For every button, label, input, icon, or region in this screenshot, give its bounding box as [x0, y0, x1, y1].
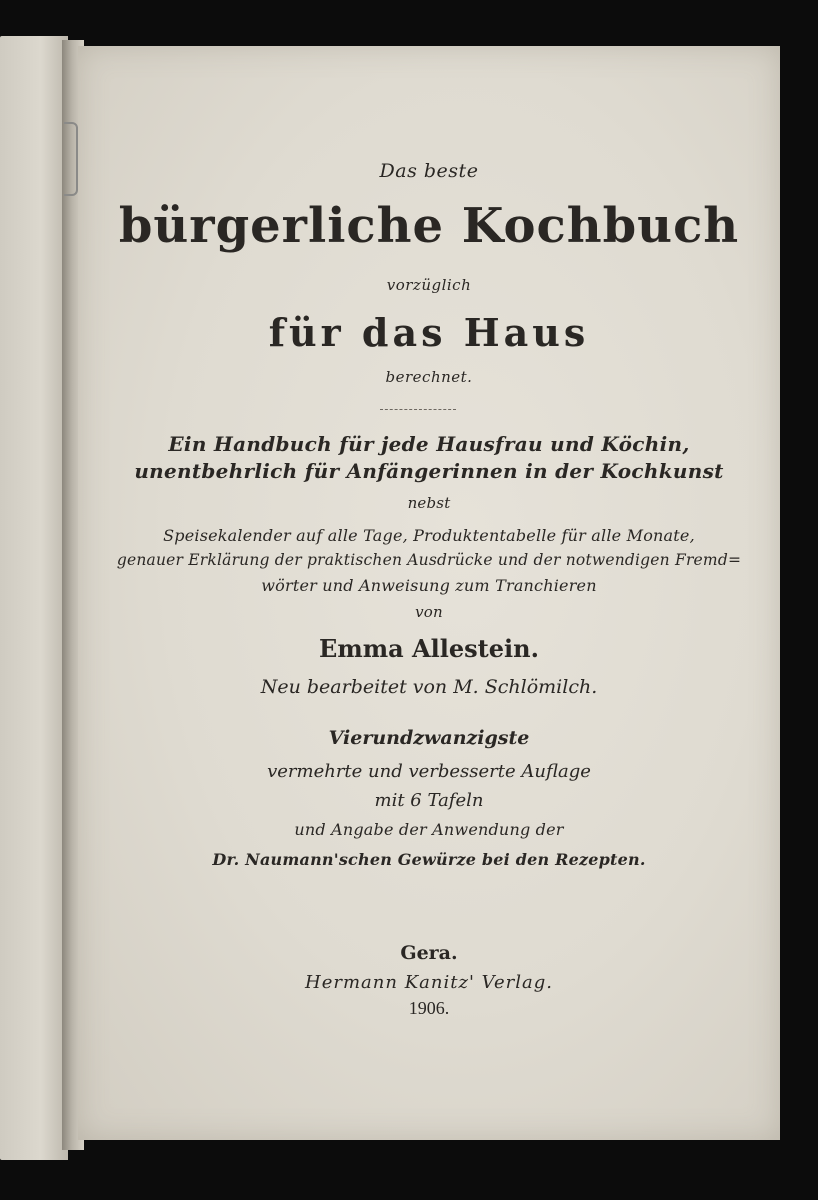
- spices-line-2: Dr. Naumann'schen Gewürze bei den Rezepten.: [212, 850, 646, 869]
- title-line-3: vorzüglich: [386, 276, 472, 294]
- author-name: Emma Allestein.: [319, 634, 539, 663]
- staple: [64, 122, 78, 196]
- edition-description: vermehrte und verbesserte Auflage: [267, 761, 591, 782]
- description-line-1: Ein Handbuch für jede Hausfrau und Köchin,: [168, 432, 690, 456]
- publication-place: Gera.: [400, 942, 458, 964]
- plates-line: mit 6 Tafeln: [374, 790, 484, 811]
- publisher: Hermann Kanitz' Verlag.: [305, 972, 553, 993]
- publication-year: 1906.: [408, 998, 450, 1018]
- editor-line: Neu bearbeitet von M. Schlömilch.: [260, 676, 598, 698]
- title-line-5: berechnet.: [385, 368, 473, 386]
- edition-number: Vierundzwanzigste: [328, 727, 530, 749]
- subtitle: für das Haus: [268, 310, 590, 355]
- nebst-line: nebst: [407, 494, 451, 512]
- von-line: von: [415, 603, 443, 621]
- main-title: bürgerliche Kochbuch: [118, 198, 740, 254]
- contents-line-1: Speisekalender auf alle Tage, Produktentabelle für alle Monate,: [163, 526, 695, 545]
- contents-line-3: wörter und Anweisung zum Tranchieren: [261, 576, 597, 595]
- description-line-2: unentbehrlich für Anfängerinnen in der Kochkunst: [134, 459, 724, 483]
- ornamental-divider: [380, 409, 456, 412]
- contents-line-2: genauer Erklärung der praktischen Ausdrücke und der notwendigen Fremd=: [116, 551, 742, 569]
- spices-line-1: und Angabe der Anwendung der: [294, 820, 564, 839]
- left-page-edge: [0, 36, 68, 1160]
- title-line-1: Das beste: [379, 160, 479, 182]
